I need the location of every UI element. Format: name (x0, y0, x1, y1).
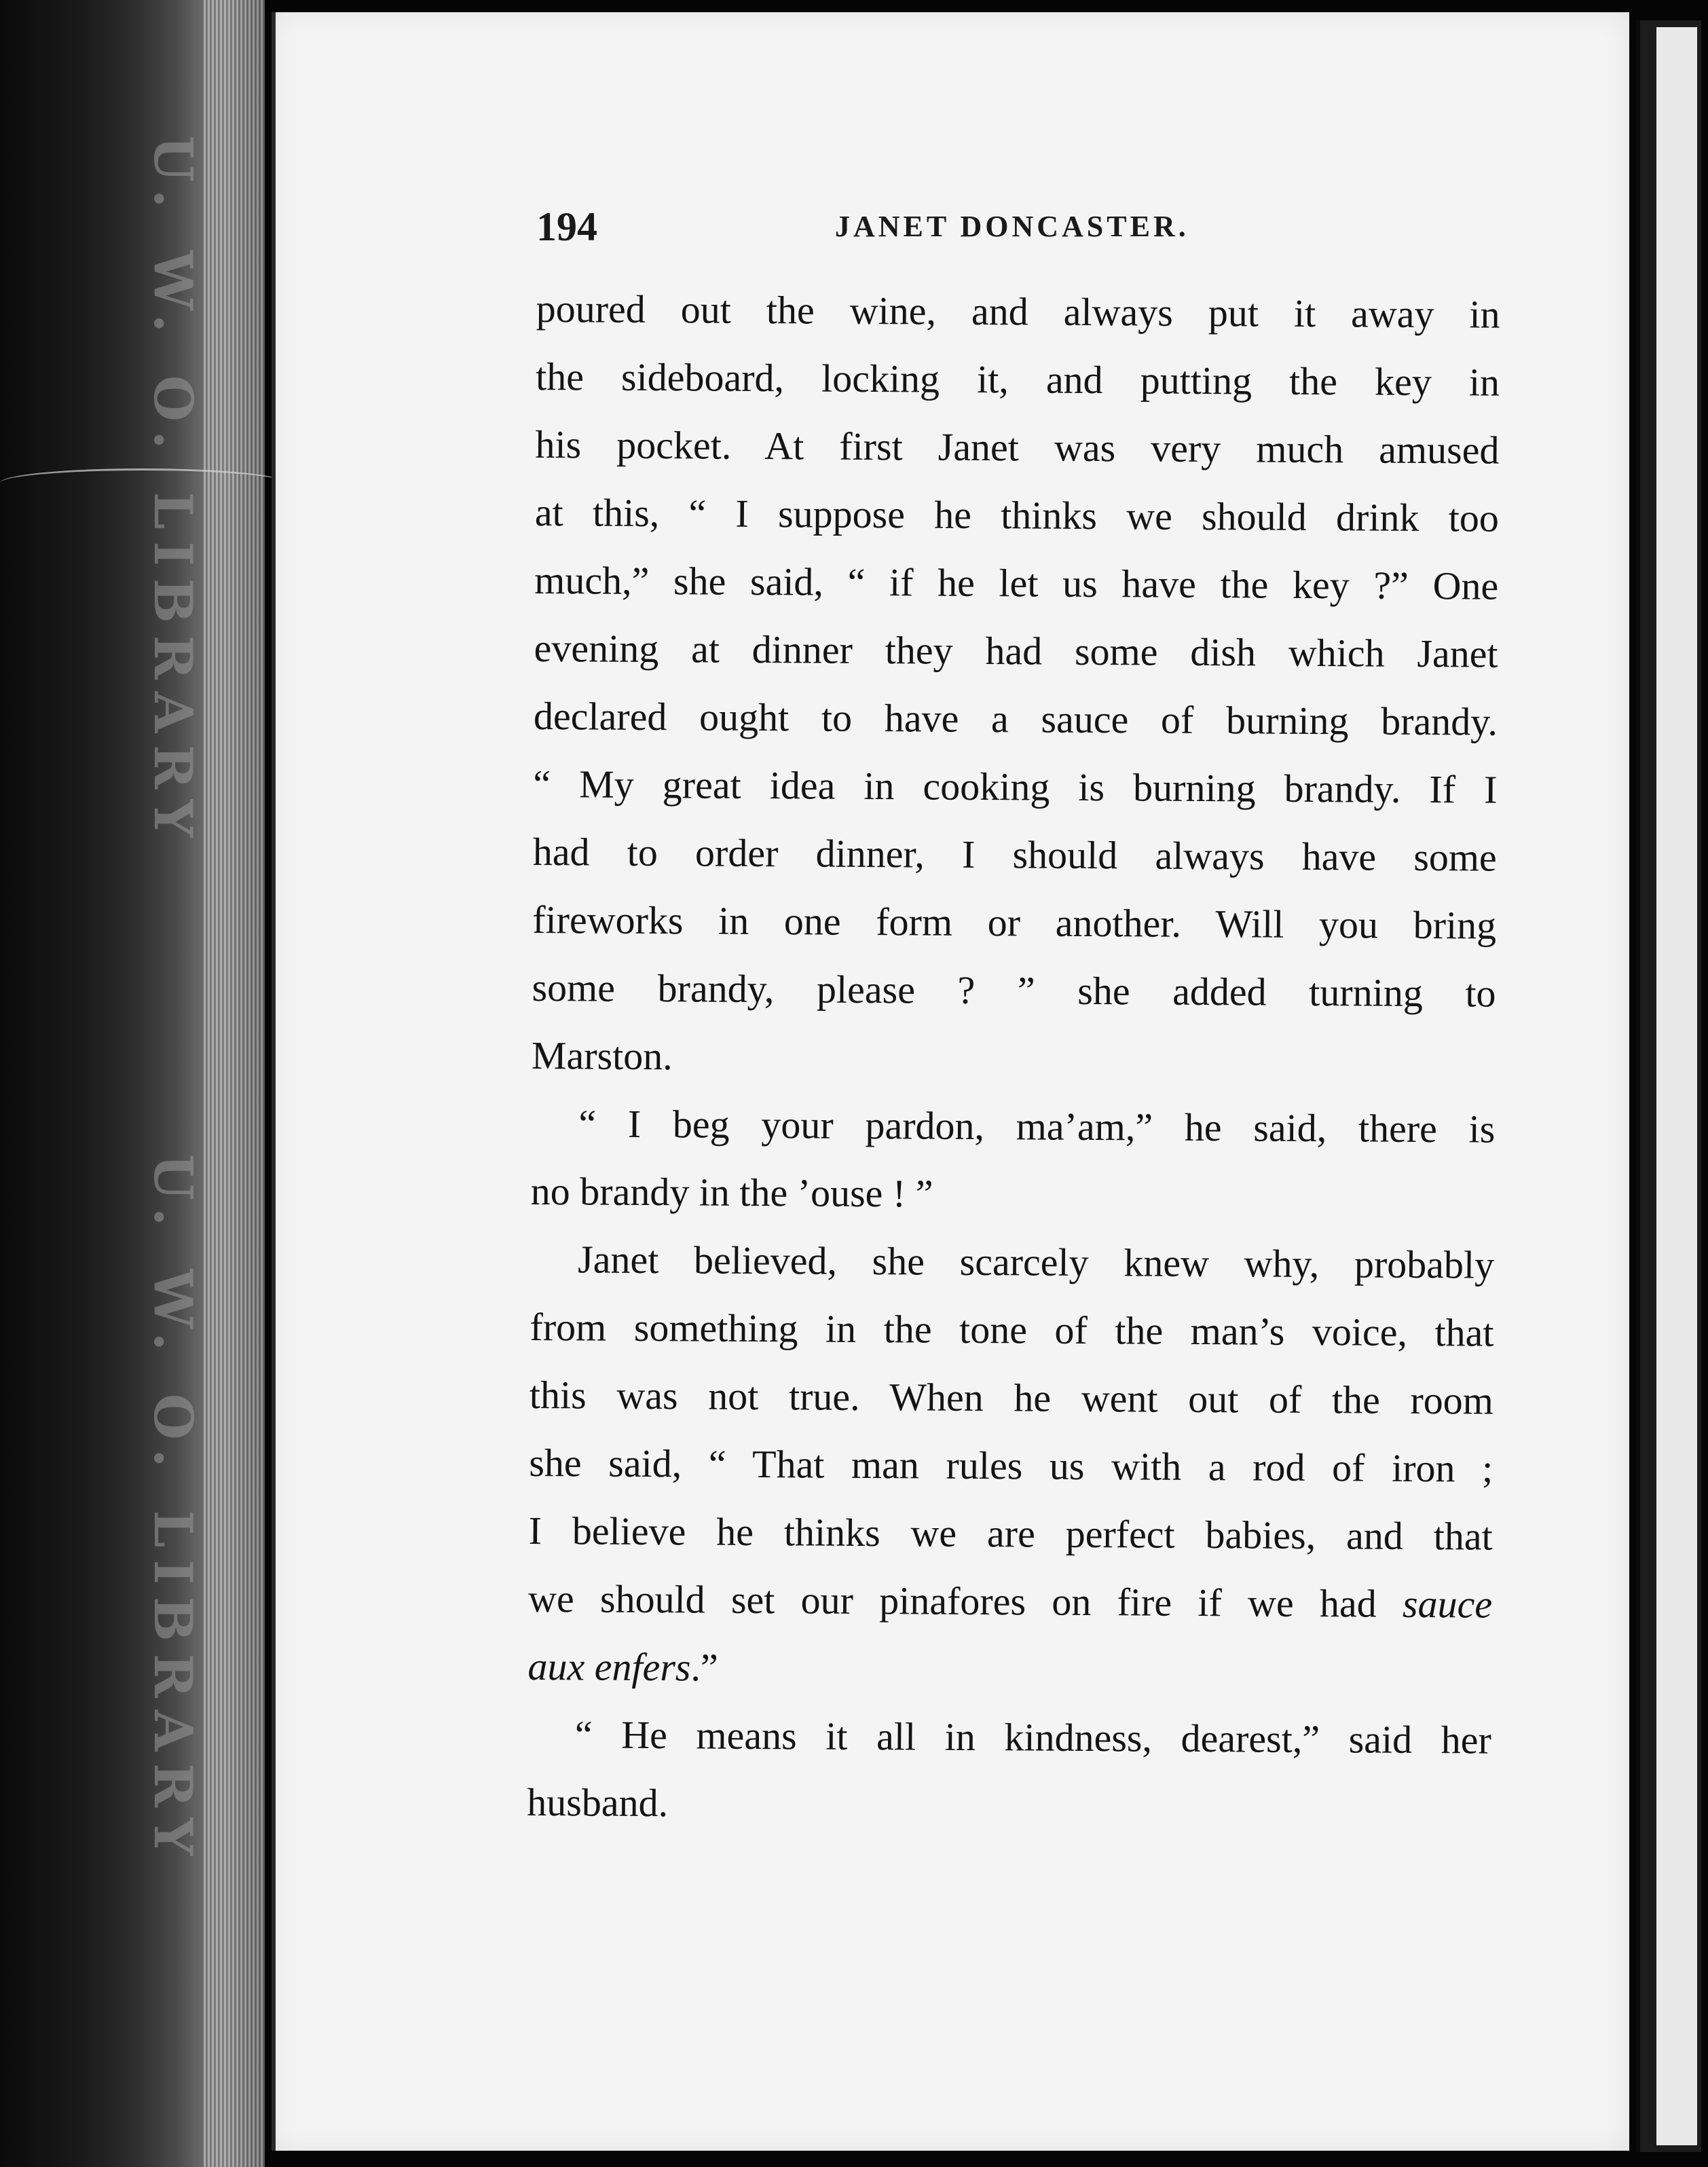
text-segment: .” (690, 1645, 718, 1690)
library-stamp-bottom: U. W. O. LIBRARY (142, 1154, 204, 1868)
page-number: 194 (536, 204, 597, 249)
italic-phrase: aux enfers (527, 1644, 691, 1690)
text-line: Janet believed, she scarcely knew why, probably (577, 1237, 1495, 1287)
text-line: evening at dinner they had some dish which Janet (534, 625, 1498, 676)
text-line: no brandy in the ’ouse ! ” (530, 1168, 933, 1216)
text-line: Marston. (531, 1033, 673, 1079)
text-segment: we should set our pinafores on fire if we had (527, 1576, 1377, 1626)
text-line: “ My great idea in cooking is burning brandy. If I (533, 761, 1498, 812)
text-line: she said, “ That man rules us with a rod of iron ; (529, 1440, 1493, 1491)
loose-thread (0, 468, 285, 498)
page-edges (204, 0, 265, 2167)
text-line: this was not true. When he went out of the room (529, 1372, 1494, 1423)
text-line: much,” she said, “ if he let us have the key ?” One (534, 557, 1499, 608)
text-line: at this, “ I suppose he thinks we should drink too (534, 489, 1500, 540)
text-line: I believe he thinks we are perfect babies, and that (528, 1508, 1493, 1559)
text-line: from something in the tone of the man’s voice, that (530, 1304, 1494, 1355)
page-gutter-shadow (272, 12, 276, 2151)
library-stamp-top: U. W. O. LIBRARY (142, 136, 204, 850)
text-line: husband. (527, 1779, 669, 1826)
text-line: declared ought to have a sauce of burning brandy. (533, 693, 1498, 744)
text-line: poured out the wine, and always put it away in (536, 286, 1500, 337)
body-text (527, 275, 1500, 1842)
text-line: had to order dinner, I should always have some (532, 829, 1497, 880)
italic-phrase: sauce (1402, 1581, 1493, 1627)
text-line: the sideboard, locking it, and putting the key in (535, 354, 1500, 405)
text-line: “ He means it all in kindness, dearest,” said her (574, 1712, 1492, 1762)
text-line-italic (527, 1633, 1492, 1707)
text-line: fireworks in one form or another. Will you bring (532, 897, 1497, 948)
text-line: some brandy, please ? ” she added turning to (532, 965, 1496, 1016)
text-line-with-italic (528, 1565, 1493, 1639)
running-title: JANET DONCASTER. (835, 210, 1189, 243)
running-head (536, 204, 1507, 258)
text-line: “ I beg your pardon, ma’am,” he said, there is (578, 1101, 1496, 1151)
facing-page-sliver (1656, 27, 1697, 2145)
text-line: his pocket. At first Janet was very much amused (535, 422, 1500, 473)
